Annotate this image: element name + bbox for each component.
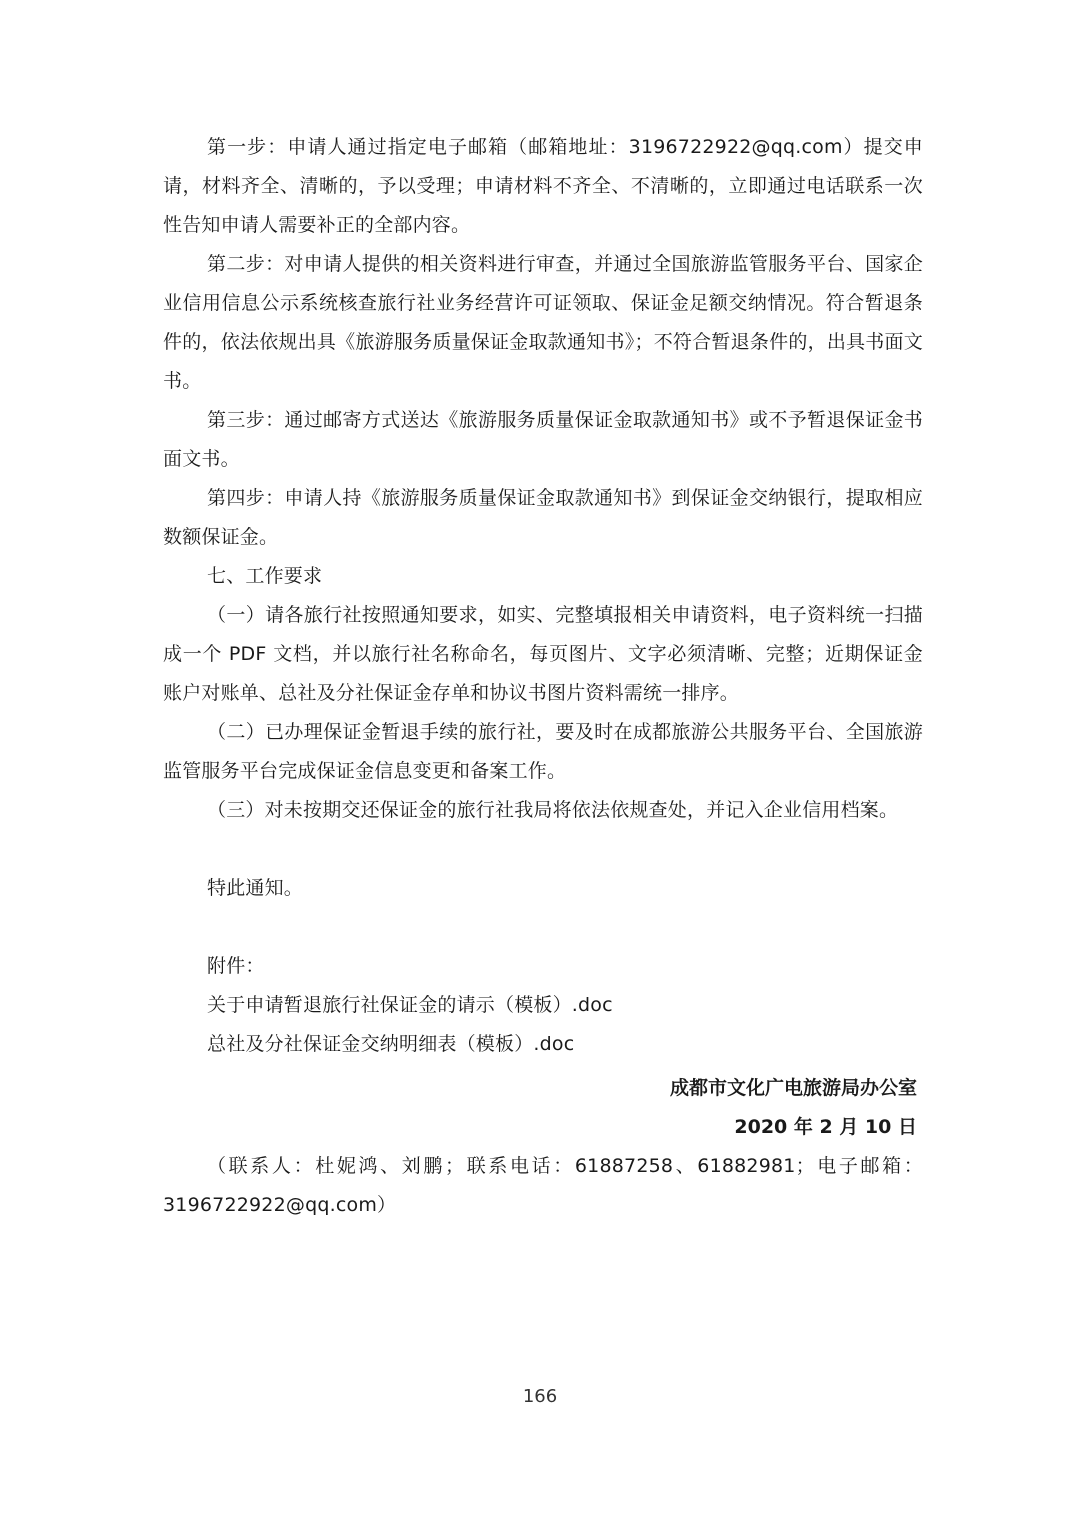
requirement-3-paragraph: （三）对未按期交还保证金的旅行社我局将依法依规查处，并记入企业信用档案。 [207,799,899,821]
page-number: 166 [522,1386,558,1407]
issuer-name: 成都市文化广电旅游局办公室 [669,1077,917,1099]
requirement-2-paragraph: （二）已办理保证金暂退手续的旅行社，要及时在成都旅游公共服务平台、全国旅游监管服务平台完成保证金信息变更和备案工作。 [163,721,923,782]
issue-date: 2020 年 2 月 10 日 [734,1116,917,1138]
attachment-item-2: 总社及分社保证金交纳明细表（模板）.doc [207,1033,575,1055]
step-2-paragraph: 第二步：对申请人提供的相关资料进行审查，并通过全国旅游监管服务平台、国家企业信用信息公示系统核查旅行社业务经营许可证领取、保证金足额交纳情况。符合暂退条件的，依法依规出具《旅游服务质量保证金取款通知书》；不符合暂退条件的，出具书面文书。 [163,253,923,392]
attachment-item-1: 关于申请暂退旅行社保证金的请示（模板）.doc [207,994,613,1016]
body-text [163,128,923,1064]
section-heading: 七、工作要求 [207,565,323,587]
step-1-paragraph: 第一步：申请人通过指定电子邮箱（邮箱地址：3196722922@qq.com）提交申请，材料齐全、清晰的，予以受理；申请材料不齐全、不清晰的，立即通过电话联系一次性告知申请人需要补正的全部内容。 [163,136,923,236]
requirement-1-paragraph: （一）请各旅行社按照通知要求，如实、完整填报相关申请资料，电子资料统一扫描成一个 PDF 文档，并以旅行社名称命名，每页图片、文字必须清晰、完整；近期保证金账户对账单、总社及分社保证金存单和协议书图片资料需统一排序。 [163,604,923,704]
spacer [163,830,923,869]
closing-text: 特此通知。 [207,877,304,899]
step-3-paragraph: 第三步：通过邮寄方式送达《旅游服务质量保证金取款通知书》或不予暂退保证金书面文书。 [163,409,923,470]
step-4-paragraph: 第四步：申请人持《旅游服务质量保证金取款通知书》到保证金交纳银行，提取相应数额保证金。 [163,487,923,548]
spacer [163,908,923,947]
contact-block [163,1147,923,1225]
attachments-label: 附件： [207,955,265,977]
contact-info: （联系人：杜妮鸿、刘鹏；联系电话：61887258、61882981；电子邮箱：3196722922@qq.com） [163,1155,923,1216]
